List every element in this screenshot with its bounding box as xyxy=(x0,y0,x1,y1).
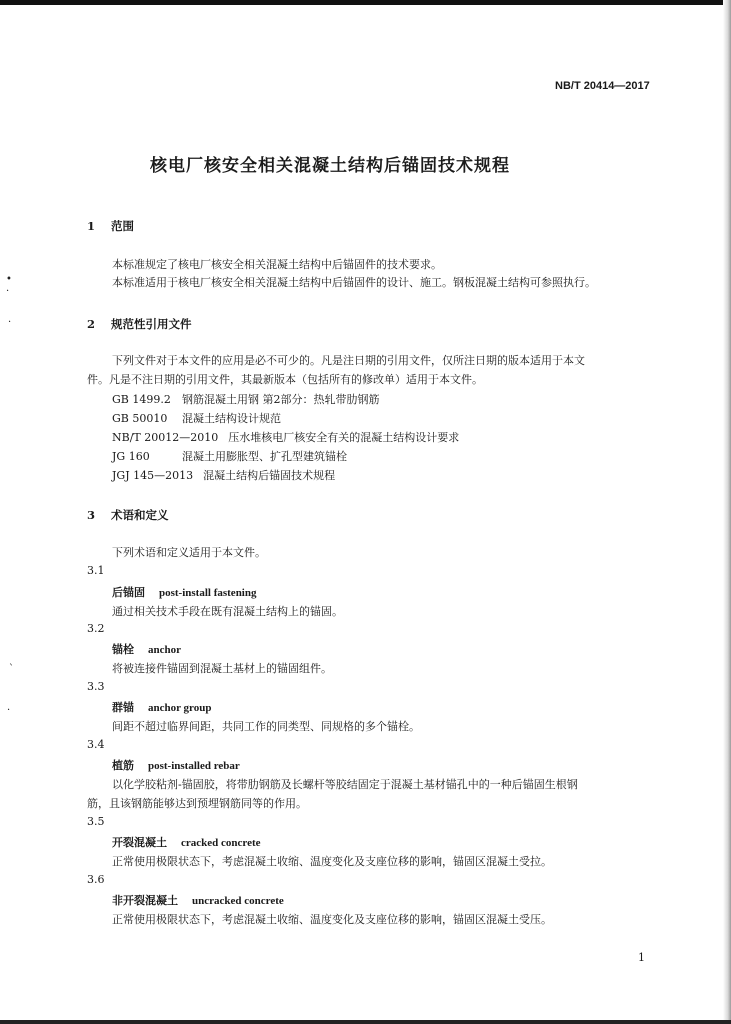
section-3-heading xyxy=(87,507,169,523)
reference-item xyxy=(112,448,347,464)
scan-speck: • xyxy=(6,274,12,285)
term-heading xyxy=(112,834,261,850)
term-number: 3.2 xyxy=(87,622,105,635)
term-en: post-install fastening xyxy=(159,587,257,599)
scan-speck: · xyxy=(6,286,10,297)
reference-item xyxy=(112,410,281,426)
term-cn: 后锚固 xyxy=(112,586,145,599)
normative-intro-line-2: 件。凡是不注日期的引用文件，其最新版本（包括所有的修改单）适用于本文件。 xyxy=(87,373,483,386)
term-heading xyxy=(112,584,257,600)
term-en: anchor xyxy=(148,644,181,656)
scan-right-edge xyxy=(723,0,731,1024)
term-number: 3.1 xyxy=(87,564,105,577)
scan-bottom-edge xyxy=(0,1020,731,1024)
reference-code: JGJ 145—2013 xyxy=(112,469,194,482)
term-en: post-installed rebar xyxy=(148,760,240,772)
term-number: 3.6 xyxy=(87,873,105,886)
term-definition: 间距不超过临界间距，共同工作的同类型、同规格的多个锚栓。 xyxy=(112,720,420,733)
term-heading xyxy=(112,699,211,715)
page-number: 1 xyxy=(638,951,645,964)
reference-item xyxy=(112,391,380,407)
section-title: 范围 xyxy=(111,219,134,233)
term-definition: 以化学胶粘剂-锚固胶，将带肋钢筋及长螺杆等胶结固定于混凝土基材锚孔中的一种后锚固生根钢 xyxy=(112,778,578,791)
section-1-heading xyxy=(87,218,134,234)
term-definition: 通过相关技术手段在既有混凝土结构上的锚固。 xyxy=(112,605,343,618)
scan-speck: · xyxy=(8,317,12,328)
scope-paragraph-2: 本标准适用于核电厂核安全相关混凝土结构中后锚固件的设计、施工。钢板混凝土结构可参照执行。 xyxy=(112,276,596,289)
terms-intro: 下列术语和定义适用于本文件。 xyxy=(112,546,266,559)
term-cn: 非开裂混凝土 xyxy=(112,894,178,907)
term-number: 3.3 xyxy=(87,680,105,693)
reference-item xyxy=(112,429,459,445)
term-heading xyxy=(112,641,181,657)
standard-number: NB/T 20414—2017 xyxy=(555,80,650,92)
section-number: 1 xyxy=(87,219,96,233)
term-en: cracked concrete xyxy=(181,837,261,849)
reference-code: NB/T 20012—2010 xyxy=(112,431,219,444)
term-heading xyxy=(112,892,284,908)
scan-speck: ˋ xyxy=(9,664,14,675)
term-definition: 正常使用极限状态下，考虑混凝土收缩、温度变化及支座位移的影响，锚固区混凝土受压。 xyxy=(112,913,552,926)
term-number: 3.5 xyxy=(87,815,105,828)
term-heading xyxy=(112,757,240,773)
section-number: 2 xyxy=(87,317,96,331)
reference-title: 钢筋混凝土用钢 第2部分：热轧带肋钢筋 xyxy=(182,393,380,406)
document-title: 核电厂核安全相关混凝土结构后锚固技术规程 xyxy=(150,156,510,176)
term-definition: 筋，且该钢筋能够达到预埋钢筋同等的作用。 xyxy=(87,797,307,810)
reference-code: GB 50010 xyxy=(112,412,168,425)
term-number: 3.4 xyxy=(87,738,105,751)
reference-title: 混凝土结构设计规范 xyxy=(182,412,281,425)
section-title: 规范性引用文件 xyxy=(111,317,192,331)
term-definition: 将被连接件锚固到混凝土基材上的锚固组件。 xyxy=(112,662,332,675)
normative-intro-line-1: 下列文件对于本文件的应用是必不可少的。凡是注日期的引用文件，仅所注日期的版本适用于本文 xyxy=(112,354,585,367)
term-cn: 锚栓 xyxy=(112,643,134,656)
term-definition: 正常使用极限状态下，考虑混凝土收缩、温度变化及支座位移的影响，锚固区混凝土受拉。 xyxy=(112,855,552,868)
term-cn: 群锚 xyxy=(112,701,134,714)
term-en: anchor group xyxy=(148,702,212,714)
section-title: 术语和定义 xyxy=(111,508,169,522)
reference-code: JG 160 xyxy=(112,450,150,463)
reference-title: 压水堆核电厂核安全有关的混凝土结构设计要求 xyxy=(228,431,460,444)
reference-item xyxy=(112,467,335,483)
term-cn: 开裂混凝土 xyxy=(112,836,167,849)
section-2-heading xyxy=(87,316,192,332)
reference-title: 混凝土用膨胀型、扩孔型建筑锚栓 xyxy=(182,450,347,463)
scan-top-edge xyxy=(0,0,731,5)
section-number: 3 xyxy=(87,508,96,522)
scan-speck: · xyxy=(7,705,11,716)
reference-title: 混凝土结构后锚固技术规程 xyxy=(203,469,336,482)
term-cn: 植筋 xyxy=(112,759,134,772)
scope-paragraph-1: 本标准规定了核电厂核安全相关混凝土结构中后锚固件的技术要求。 xyxy=(112,258,442,271)
reference-code: GB 1499.2 xyxy=(112,393,171,406)
term-en: uncracked concrete xyxy=(192,895,284,907)
